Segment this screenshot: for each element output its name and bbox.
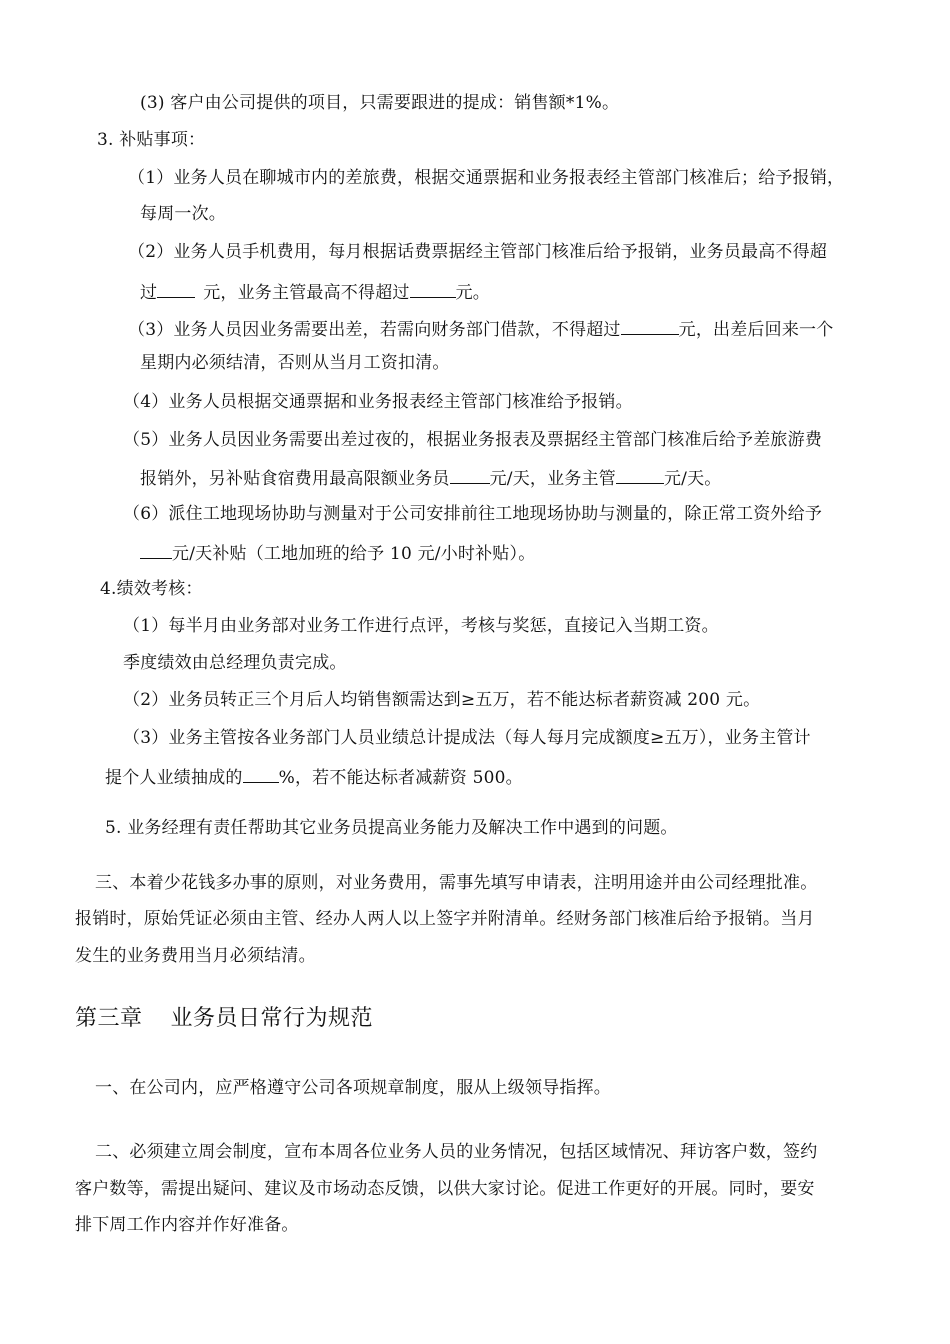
fill-blank: [157, 279, 195, 298]
text-segment: 提个人业绩抽成的: [105, 768, 243, 788]
text-line: (3) 客户由公司提供的项目，只需要跟进的提成：销售额*1%。: [140, 93, 620, 113]
fill-blank: [621, 316, 679, 335]
fill-blank: [243, 764, 279, 783]
text-line: 客户数等，需提出疑问、建议及市场动态反馈，以供大家讨论。促进工作更好的开展。同时，要安: [75, 1179, 815, 1199]
text-line: （2）业务人员手机费用，每月根据话费票据经主管部门核准后给予报销，业务员最高不得超: [128, 242, 828, 262]
text-line: （5）业务人员因业务需要出差过夜的，根据业务报表及票据经主管部门核准后给予差旅游费: [123, 430, 823, 450]
text-segment: 元/天，业务主管: [489, 469, 616, 489]
text-line: 5. 业务经理有责任帮助其它业务员提高业务能力及解决工作中遇到的问题。: [105, 818, 678, 838]
text-segment: 元/天补贴（工地加班的给予 10 元/小时补贴）。: [172, 544, 536, 564]
chapter-number: 第三章: [75, 1006, 143, 1031]
text-line: （1）每半月由业务部对业务工作进行点评，考核与奖惩，直接记入当期工资。: [123, 616, 719, 636]
text-line: 三、本着少花钱多办事的原则，对业务费用，需事先填写申请表，注明用途并由公司经理批准。: [95, 873, 818, 893]
text-segment: 元，出差后回来一个: [678, 320, 834, 340]
text-segment: 元/天。: [663, 469, 722, 489]
text-line: 报销时，原始凭证必须由主管、经办人两人以上签字并附清单。经财务部门核准后给予报销。当月: [75, 909, 815, 929]
chapter-heading: [75, 1005, 373, 1033]
text-line: 一、在公司内，应严格遵守公司各项规章制度，服从上级领导指挥。: [95, 1078, 611, 1098]
fill-blank: [140, 540, 172, 559]
text-line: 每周一次。: [140, 204, 226, 224]
text-segment: %，若不能达标者减薪资 500。: [278, 768, 523, 788]
text-line: 二、必须建立周会制度，宣布本周各位业务人员的业务情况，包括区域情况、拜访客户数，签约: [95, 1142, 818, 1162]
text-line: （4）业务人员根据交通票据和业务报表经主管部门核准给予报销。: [123, 392, 633, 412]
fill-blank: [450, 465, 490, 484]
text-line: 发生的业务费用当月必须结清。: [75, 946, 316, 966]
text-line: 季度绩效由总经理负责完成。: [123, 653, 347, 673]
section-heading: 3. 补贴事项：: [97, 130, 206, 150]
text-segment: （3）业务人员因业务需要出差，若需向财务部门借款，不得超过: [128, 320, 621, 340]
text-line: 星期内必须结清，否则从当月工资扣清。: [140, 353, 450, 373]
text-line: [140, 279, 490, 304]
text-line: [105, 764, 523, 789]
text-segment: 报销外，另补贴食宿费用最高限额业务员: [140, 469, 450, 489]
chapter-title: 业务员日常行为规范: [170, 1006, 374, 1031]
section-heading: 4.绩效考核：: [100, 579, 203, 599]
text-segment: 过: [140, 283, 158, 303]
text-line: （6）派住工地现场协助与测量对于公司安排前往工地现场协助与测量的，除正常工资外给予: [123, 504, 823, 524]
text-line: [140, 540, 535, 565]
text-line: （2）业务员转正三个月后人均销售额需达到≥五万，若不能达标者薪资减 200 元。: [123, 690, 761, 710]
fill-blank: [616, 465, 664, 484]
text-line: [128, 316, 833, 341]
text-line: （1）业务人员在聊城市内的差旅费，根据交通票据和业务报表经主管部门核准后；给予报销，: [128, 168, 845, 188]
text-line: （3）业务主管按各业务部门人员业绩总计提成法（每人每月完成额度≥五万），业务主管计: [123, 728, 811, 748]
text-line: [140, 465, 721, 490]
text-segment: 元，业务主管最高不得超过: [203, 283, 410, 303]
fill-blank: [410, 279, 456, 298]
text-segment: 元。: [455, 283, 491, 303]
text-line: 排下周工作内容并作好准备。: [75, 1215, 299, 1235]
